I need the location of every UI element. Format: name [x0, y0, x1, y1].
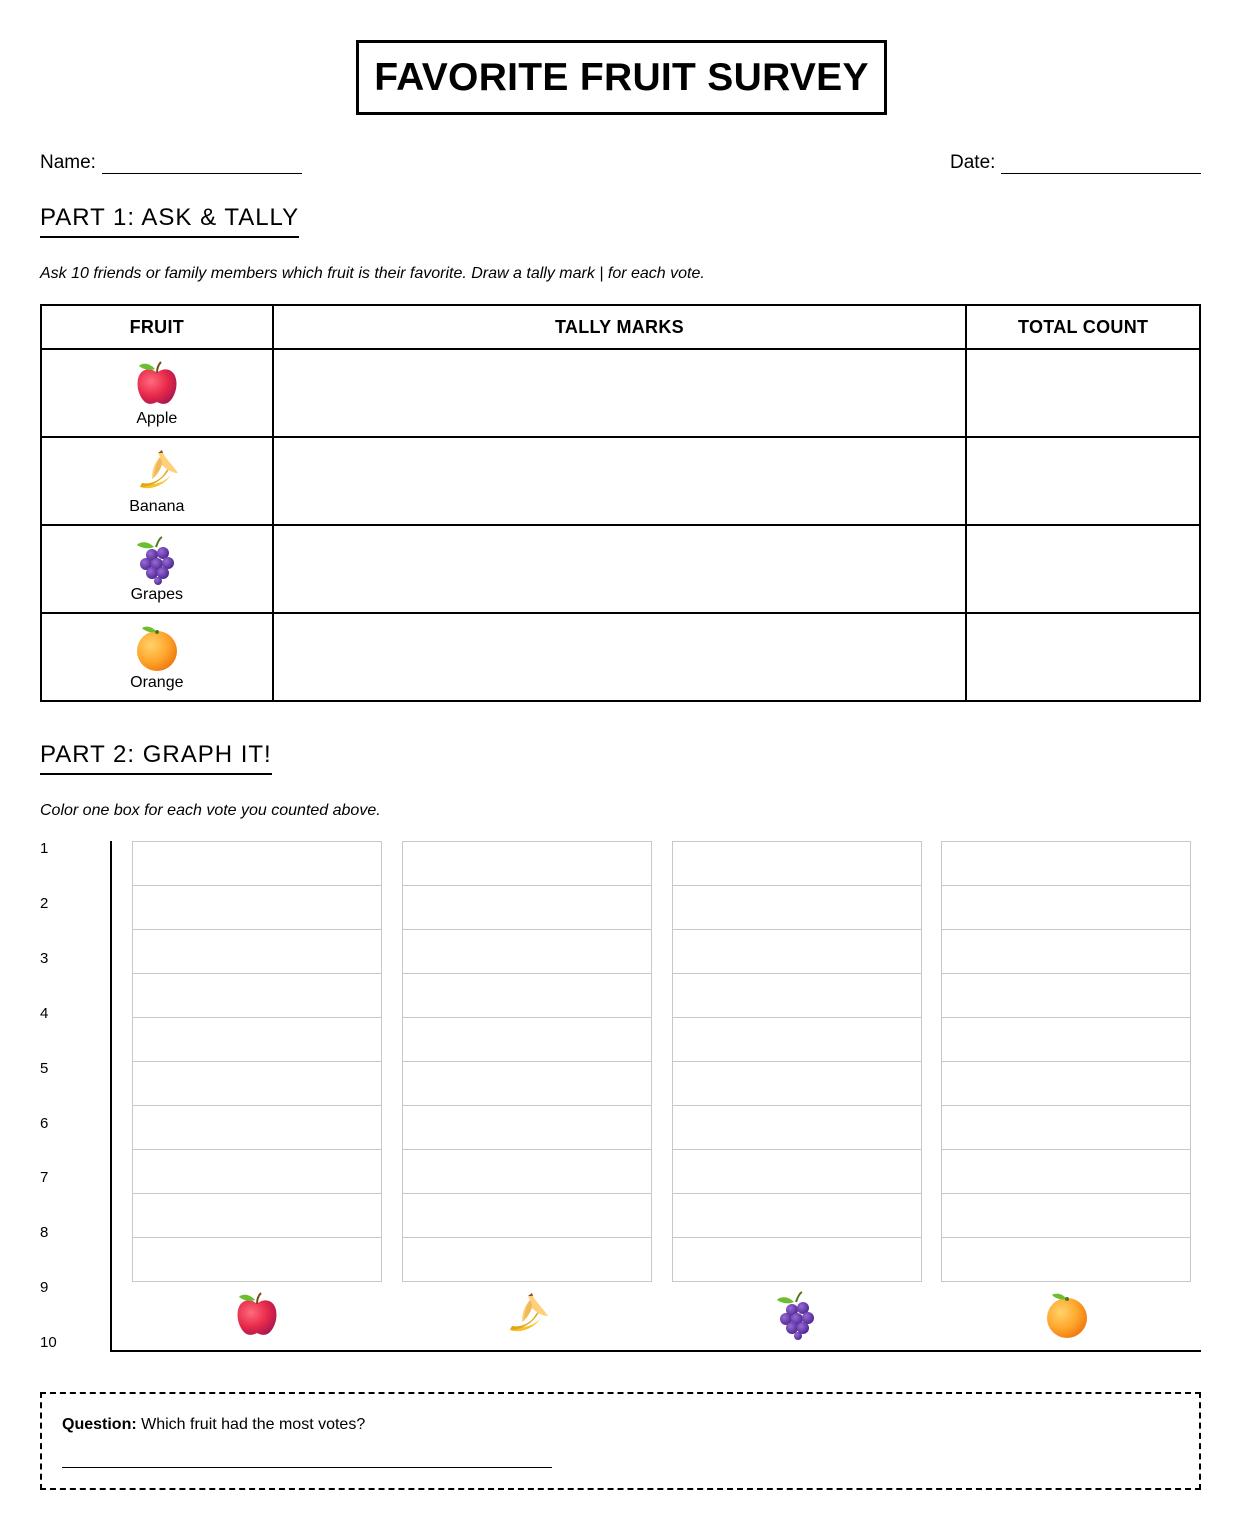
graph-box[interactable]	[133, 842, 381, 886]
graph-box[interactable]	[133, 1106, 381, 1150]
graph-box[interactable]	[403, 1018, 651, 1062]
header-fruit: FRUIT	[41, 305, 273, 349]
graph-column-banana	[402, 841, 652, 1282]
graph-box[interactable]	[403, 1150, 651, 1194]
question-label: Question:	[62, 1416, 137, 1433]
tally-cell[interactable]	[273, 437, 967, 525]
graph-box[interactable]	[673, 1238, 921, 1282]
axis-number: 7	[40, 1169, 49, 1187]
total-cell[interactable]	[966, 613, 1200, 701]
title-box	[356, 40, 887, 115]
graph-box[interactable]	[403, 886, 651, 930]
part1-title: PART 1: ASK & TALLY	[40, 204, 299, 238]
apple-icon	[232, 1290, 282, 1340]
graph-box[interactable]	[942, 1194, 1190, 1238]
graph-box[interactable]	[942, 1018, 1190, 1062]
graph-box[interactable]	[942, 1106, 1190, 1150]
tally-cell[interactable]	[273, 349, 967, 437]
tally-table	[40, 304, 1201, 702]
axis-number: 2	[40, 894, 49, 912]
graph-column-grapes	[672, 841, 922, 1282]
apple-icon	[132, 359, 182, 409]
graph-box[interactable]	[403, 1106, 651, 1150]
table-row	[41, 613, 1200, 701]
grapes-icon	[132, 535, 182, 585]
table-row	[41, 525, 1200, 613]
table-row	[41, 437, 1200, 525]
orange-icon	[132, 623, 182, 673]
graph-box[interactable]	[133, 974, 381, 1018]
question-prompt: Which fruit had the most votes?	[141, 1416, 366, 1433]
graph-column-apple	[132, 841, 382, 1282]
banana-icon	[502, 1290, 552, 1340]
graph-y-axis	[110, 841, 112, 1352]
graph-box[interactable]	[942, 974, 1190, 1018]
part2-title: PART 2: GRAPH IT!	[40, 741, 272, 775]
graph-box[interactable]	[133, 1062, 381, 1106]
fruit-cell	[41, 525, 273, 613]
graph-x-axis	[110, 1350, 1201, 1352]
graph-box[interactable]	[673, 1194, 921, 1238]
total-cell[interactable]	[966, 349, 1200, 437]
fruit-label: Orange	[130, 673, 184, 691]
question-text	[62, 1416, 365, 1434]
answer-line[interactable]	[62, 1467, 552, 1468]
date-line[interactable]	[1001, 157, 1201, 174]
graph-box[interactable]	[673, 1150, 921, 1194]
axis-number: 3	[40, 949, 49, 967]
graph-box[interactable]	[403, 930, 651, 974]
graph-box[interactable]	[403, 1238, 651, 1282]
grapes-icon	[772, 1290, 822, 1340]
graph-box[interactable]	[673, 1106, 921, 1150]
axis-number: 8	[40, 1224, 49, 1242]
axis-number: 5	[40, 1059, 49, 1077]
axis-number: 9	[40, 1279, 49, 1297]
graph-box[interactable]	[133, 1194, 381, 1238]
graph-box[interactable]	[673, 930, 921, 974]
name-line[interactable]	[102, 157, 302, 174]
graph-box[interactable]	[133, 1238, 381, 1282]
graph-box[interactable]	[673, 1062, 921, 1106]
orange-icon	[1042, 1290, 1092, 1340]
graph-box[interactable]	[133, 1018, 381, 1062]
graph-box[interactable]	[942, 842, 1190, 886]
fruit-label: Banana	[129, 497, 185, 515]
graph-box[interactable]	[673, 886, 921, 930]
graph-box[interactable]	[403, 974, 651, 1018]
part2-instructions: Color one box for each vote you counted above.	[40, 802, 381, 819]
fruit-cell	[41, 613, 273, 701]
name-label: Name:	[40, 152, 96, 173]
graph-box[interactable]	[403, 1194, 651, 1238]
tally-cell[interactable]	[273, 525, 967, 613]
graph-box[interactable]	[942, 886, 1190, 930]
fruit-label: Apple	[136, 409, 178, 427]
header-total: TOTAL COUNT	[966, 305, 1200, 349]
graph-box[interactable]	[942, 1238, 1190, 1282]
axis-number: 1	[40, 840, 49, 857]
graph-box[interactable]	[942, 1150, 1190, 1194]
table-row	[41, 349, 1200, 437]
tally-cell[interactable]	[273, 613, 967, 701]
graph-box[interactable]	[673, 974, 921, 1018]
axis-number: 6	[40, 1114, 49, 1132]
graph-column-orange	[941, 841, 1191, 1282]
date-label: Date:	[950, 152, 996, 173]
graph-box[interactable]	[403, 842, 651, 886]
header-tally: TALLY MARKS	[273, 305, 967, 349]
total-cell[interactable]	[966, 525, 1200, 613]
axis-number: 10	[40, 1334, 57, 1352]
graph-box[interactable]	[403, 1062, 651, 1106]
fruit-cell	[41, 349, 273, 437]
total-cell[interactable]	[966, 437, 1200, 525]
part1-instructions: Ask 10 friends or family members which fruit is their favorite. Draw a tally mark | for each vote.	[40, 265, 705, 282]
name-field[interactable]	[40, 152, 302, 174]
fruit-label: Grapes	[130, 585, 184, 603]
banana-icon	[132, 447, 182, 497]
graph-box[interactable]	[133, 886, 381, 930]
graph-box[interactable]	[673, 842, 921, 886]
tally-header-row	[41, 305, 1200, 349]
graph-box[interactable]	[673, 1018, 921, 1062]
graph-box[interactable]	[942, 1062, 1190, 1106]
graph-box[interactable]	[133, 930, 381, 974]
graph-box[interactable]	[942, 930, 1190, 974]
question-box	[40, 1392, 1201, 1490]
page-title: FAVORITE FRUIT SURVEY	[374, 55, 869, 99]
graph-box[interactable]	[133, 1150, 381, 1194]
date-field[interactable]	[950, 152, 1201, 174]
fruit-cell	[41, 437, 273, 525]
axis-number: 4	[40, 1004, 49, 1022]
